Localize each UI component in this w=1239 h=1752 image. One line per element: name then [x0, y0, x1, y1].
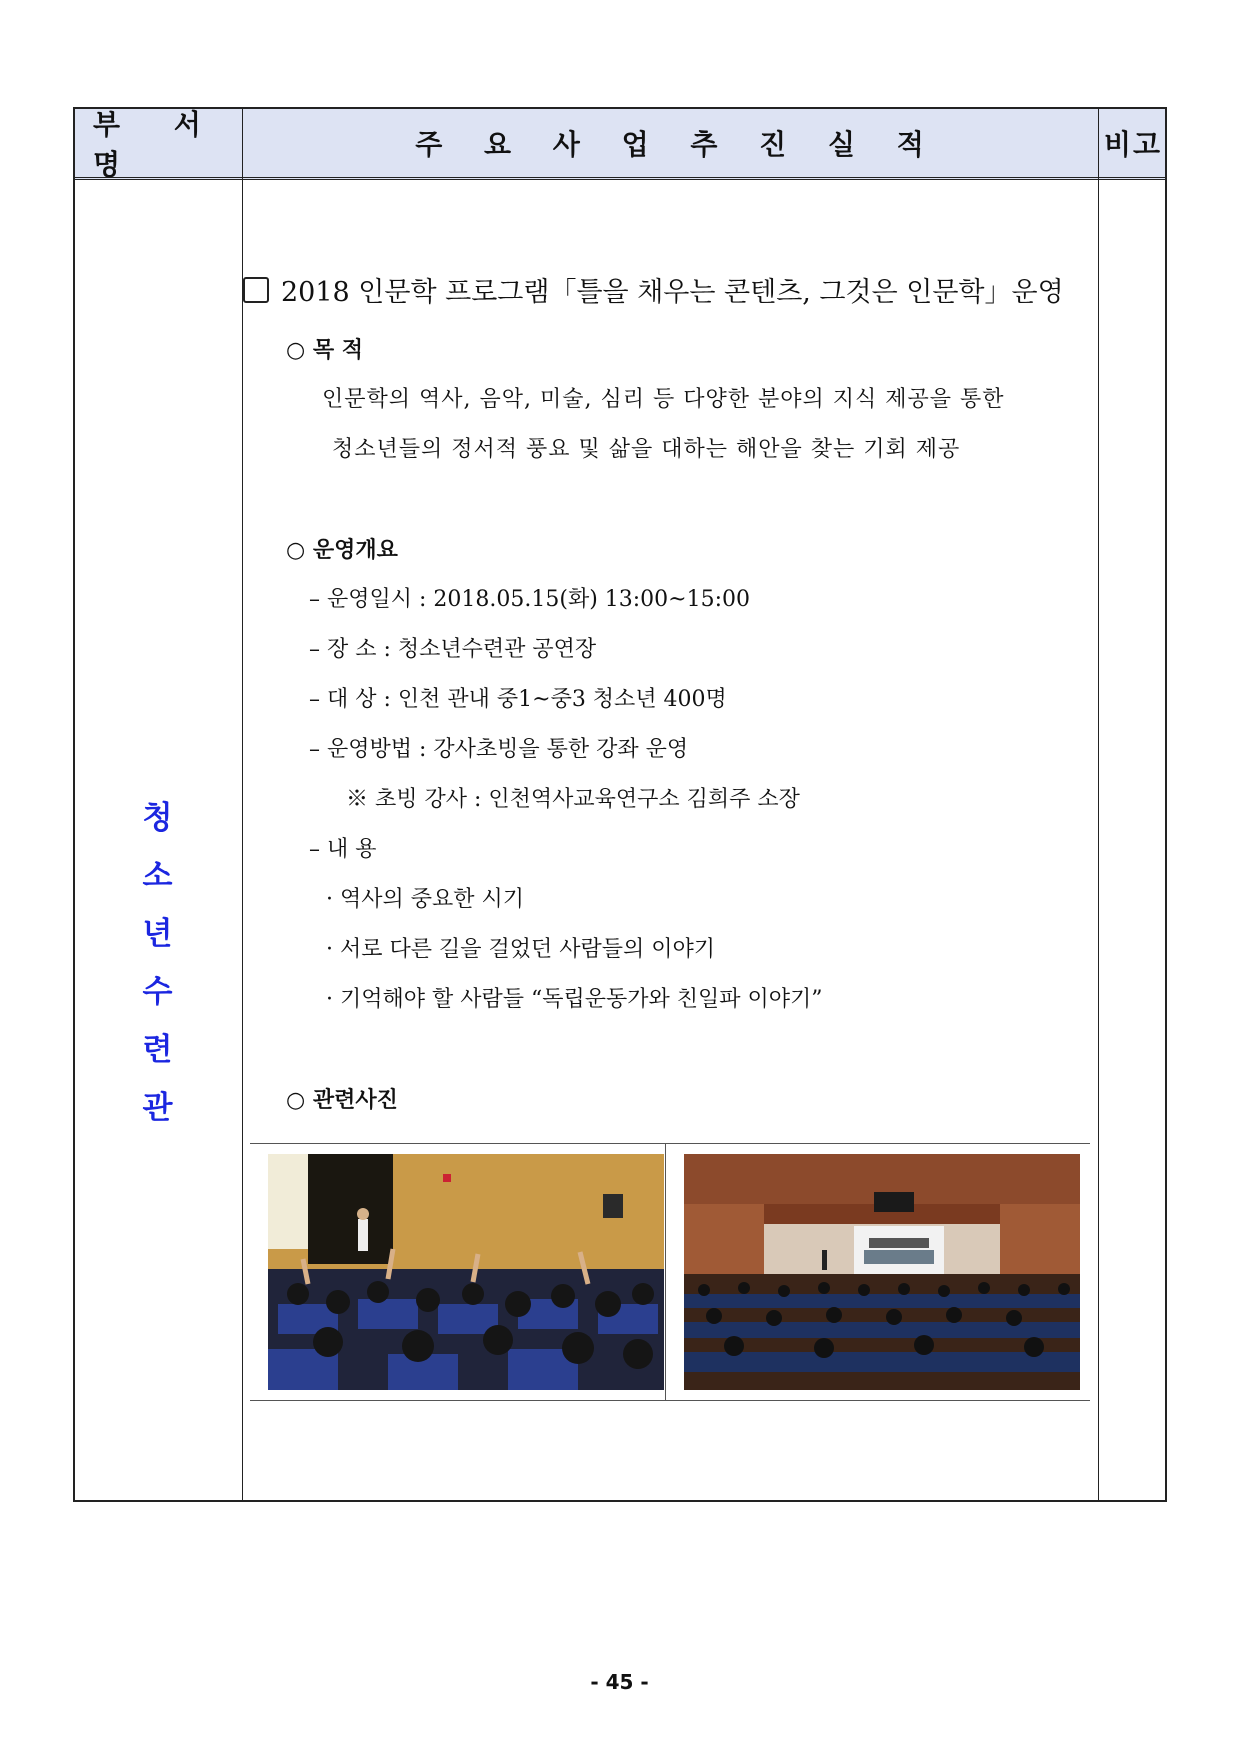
overview-item: – 대 상 : 인천 관내 중1~중3 청소년 400명 [309, 687, 727, 712]
header-note: 비고 [1103, 128, 1163, 161]
photo-table [250, 1143, 1090, 1401]
header-dept: 부 서 명 [93, 108, 223, 181]
department-name-line-2: 수 련 관 [142, 974, 203, 1126]
overview-item: – 장 소 : 청소년수련관 공연장 [309, 637, 597, 662]
page-number: - 45 - [590, 1670, 649, 1694]
overview-item: – 운영방법 : 강사초빙을 통한 강좌 운영 [309, 737, 689, 762]
overview-item: – 내 용 [309, 837, 377, 862]
column-divider [1098, 109, 1099, 1500]
content-item: · 서로 다른 길을 걸었던 사람들의 이야기 [326, 937, 715, 962]
lecture-photo-audience [268, 1154, 664, 1390]
purpose-line-2: 청소년들의 정서적 풍요 및 삶을 대하는 해안을 찾는 기회 제공 [332, 437, 961, 462]
overview-note: ※ 초빙 강사 : 인천역사교육연구소 김희주 소장 [346, 787, 800, 812]
photos-heading: ○ 관련사진 [286, 1088, 398, 1113]
section-title-text: 2018 인문학 프로그램「틀을 채우는 콘텐츠, 그것은 인문학」운영 [281, 277, 1064, 308]
purpose-line-1: 인문학의 역사, 음악, 미술, 심리 등 다양한 분야의 지식 제공을 통한 [322, 387, 1005, 412]
content-item: · 역사의 중요한 시기 [326, 887, 524, 912]
content-item: · 기억해야 할 사람들 “독립운동가와 친일파 이야기” [326, 987, 823, 1012]
checkbox-icon [243, 277, 269, 303]
department-name [75, 789, 242, 1137]
column-divider [242, 109, 243, 1500]
lecture-photo-stage [684, 1154, 1080, 1390]
department-name-line-1: 청 소 년 [142, 800, 203, 952]
photo-divider [665, 1144, 666, 1400]
overview-heading: ○ 운영개요 [286, 538, 398, 563]
purpose-heading: ○ 목 적 [286, 338, 364, 363]
table-header [75, 109, 1165, 180]
header-main: 주 요 사 업 추 진 실 적 [415, 128, 940, 161]
section-title [243, 270, 1064, 309]
overview-item: – 운영일시 : 2018.05.15(화) 13:00~15:00 [309, 587, 751, 612]
